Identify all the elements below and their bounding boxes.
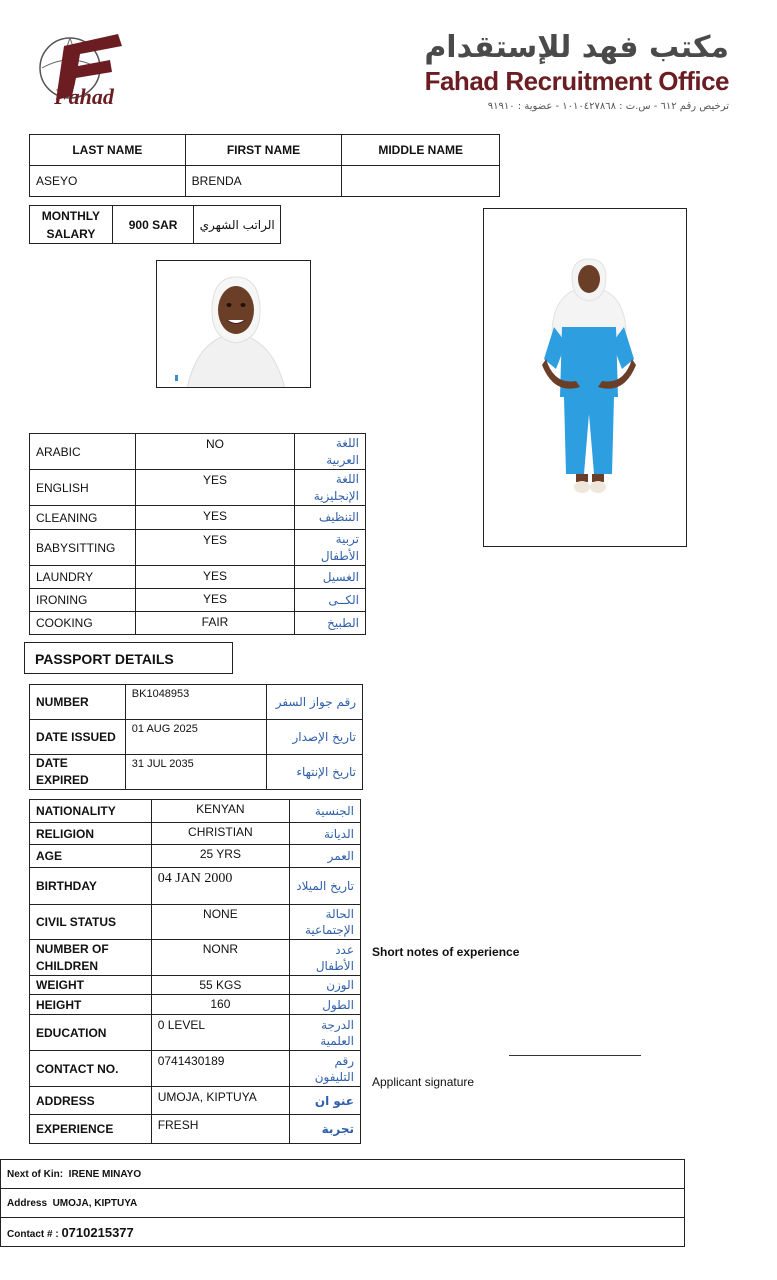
detail-row (30, 940, 361, 976)
skill-row (30, 566, 366, 589)
detail-value: FRESH (151, 1115, 289, 1144)
detail-value: NONR (151, 940, 289, 976)
skill-label-arabic: اللغة الإنجليزية (295, 470, 366, 506)
office-name-english: Fahad Recruitment Office (424, 66, 729, 96)
detail-label: RELIGION (30, 823, 152, 845)
skill-value: YES (135, 470, 294, 506)
passport-label: NUMBER (30, 685, 126, 720)
office-name-arabic: مكتب فهد للإستقدام (424, 30, 729, 65)
kin-name-value: IRENE MINAYO (68, 1168, 142, 1180)
skill-label: ENGLISH (30, 470, 136, 506)
detail-label-arabic: الديانة (290, 823, 361, 845)
detail-label-arabic: عنو ان (290, 1087, 361, 1115)
kin-contact-value: 0710215377 (61, 1224, 134, 1240)
signature-label: Applicant signature (372, 1075, 475, 1089)
passport-row (30, 755, 363, 790)
detail-label-arabic: الطول (290, 995, 361, 1015)
skill-value: YES (135, 566, 294, 589)
detail-row (30, 845, 361, 868)
skill-row (30, 470, 366, 506)
skill-value: FAIR (135, 612, 294, 635)
passport-value: 01 AUG 2025 (125, 720, 267, 755)
detail-value: 55 KGS (151, 976, 289, 995)
detail-label-arabic: تاريخ الميلاد (290, 868, 361, 905)
passport-row (30, 720, 363, 755)
detail-label-arabic: الدرجة العلمية (290, 1015, 361, 1051)
detail-label-arabic: الحالة الإجتماعية (290, 905, 361, 940)
passport-label: DATE ISSUED (30, 720, 126, 755)
detail-label-arabic: عدد الأطفال (290, 940, 361, 976)
passport-label: DATE EXPIRED (30, 755, 126, 790)
skill-row (30, 589, 366, 612)
signature-line[interactable] (509, 1055, 641, 1056)
detail-label: HEIGHT (30, 995, 152, 1015)
names-table (29, 134, 500, 197)
skill-label-arabic: تربية الأطفال (295, 530, 366, 566)
skill-row (30, 434, 366, 470)
kin-address-cell (1, 1189, 685, 1218)
skills-table (29, 433, 366, 635)
passport-heading: PASSPORT DETAILS (24, 642, 233, 674)
skill-label: LAUNDRY (30, 566, 136, 589)
detail-label-arabic: العمر (290, 845, 361, 868)
applicant-full-body-photo (483, 208, 687, 547)
first-name-header: FIRST NAME (185, 135, 342, 166)
detail-value: 25 YRS (151, 845, 289, 868)
salary-value: 900 SAR (112, 206, 194, 244)
detail-value: 0 LEVEL (151, 1015, 289, 1051)
detail-row (30, 1015, 361, 1051)
detail-value: UMOJA, KIPTUYA (151, 1087, 289, 1115)
full-body-illustration (484, 209, 688, 548)
skill-row (30, 612, 366, 635)
detail-value: 160 (151, 995, 289, 1015)
logo-text: Fahad (54, 84, 114, 109)
skill-label-arabic: التنظيف (295, 506, 366, 530)
kin-address-label: Address (7, 1197, 48, 1209)
detail-label: AGE (30, 845, 152, 868)
salary-label: MONTHLY SALARY (30, 206, 113, 244)
kin-name-cell (1, 1160, 685, 1189)
skill-label: ARABIC (30, 434, 136, 470)
detail-label: EXPERIENCE (30, 1115, 152, 1144)
detail-row (30, 1051, 361, 1087)
skill-label: BABYSITTING (30, 530, 136, 566)
detail-label-arabic: تجربة (290, 1115, 361, 1144)
skill-label-arabic: الكــى (295, 589, 366, 612)
skill-label: COOKING (30, 612, 136, 635)
detail-row (30, 868, 361, 905)
passport-label-arabic: تاريخ الإصدار (267, 720, 363, 755)
detail-row (30, 976, 361, 995)
skill-label: CLEANING (30, 506, 136, 530)
next-of-kin-table (0, 1159, 685, 1247)
passport-label-arabic: رقم جواز السفر (267, 685, 363, 720)
applicant-portrait-photo (156, 260, 311, 388)
detail-label-arabic: الوزن (290, 976, 361, 995)
kin-contact-cell (1, 1218, 685, 1247)
personal-details-table (29, 799, 361, 1144)
detail-label: WEIGHT (30, 976, 152, 995)
passport-value: 31 JUL 2035 (125, 755, 267, 790)
detail-row (30, 1115, 361, 1144)
skill-label-arabic: اللغة العربية (295, 434, 366, 470)
detail-label: ADDRESS (30, 1087, 152, 1115)
detail-value: KENYAN (151, 800, 289, 823)
detail-label: CONTACT NO. (30, 1051, 152, 1087)
passport-value: BK1048953 (125, 685, 267, 720)
experience-notes-label: Short notes of experience (372, 945, 520, 959)
passport-label-arabic: تاريخ الإنتهاء (267, 755, 363, 790)
kin-contact-label: Contact # : (7, 1228, 59, 1240)
detail-value: 0741430189 (151, 1051, 289, 1087)
portrait-illustration (157, 261, 311, 388)
salary-label-arabic: الراتب الشهري (194, 206, 281, 244)
kin-name-label: Next of Kin: (7, 1168, 64, 1180)
salary-table (29, 205, 281, 244)
last-name-header: LAST NAME (30, 135, 186, 166)
detail-row (30, 1087, 361, 1115)
detail-value: CHRISTIAN (151, 823, 289, 845)
skill-label-arabic: الطبيخ (295, 612, 366, 635)
detail-row (30, 823, 361, 845)
skill-value: YES (135, 589, 294, 612)
detail-label: NUMBER OF CHILDREN (30, 940, 152, 976)
skill-label-arabic: الغسيل (295, 566, 366, 589)
skill-value: YES (135, 506, 294, 530)
first-name-value: BRENDA (185, 166, 342, 197)
middle-name-value (342, 166, 500, 197)
detail-label: EDUCATION (30, 1015, 152, 1051)
skill-label: IRONING (30, 589, 136, 612)
detail-label-arabic: الجنسية (290, 800, 361, 823)
detail-value: 04 JAN 2000 (151, 868, 289, 905)
detail-row (30, 905, 361, 940)
kin-address-value: UMOJA, KIPTUYA (52, 1197, 138, 1209)
detail-label: NATIONALITY (30, 800, 152, 823)
detail-value: NONE (151, 905, 289, 940)
passport-row (30, 685, 363, 720)
passport-table (29, 684, 363, 790)
skill-value: YES (135, 530, 294, 566)
company-logo (36, 30, 136, 112)
detail-row (30, 800, 361, 823)
license-line: ترخيص رقم ٦١٢ - س.ت : ١٠١٠٤٢٧٨٦٨ - عضوية : ٩١٩١٠ (487, 101, 729, 112)
skill-value: NO (135, 434, 294, 470)
detail-label: CIVIL STATUS (30, 905, 152, 940)
last-name-value: ASEYO (30, 166, 186, 197)
skill-row (30, 530, 366, 566)
skill-row (30, 506, 366, 530)
detail-label-arabic: رقم التليفون (290, 1051, 361, 1087)
detail-row (30, 995, 361, 1015)
middle-name-header: MIDDLE NAME (342, 135, 500, 166)
detail-label: BIRTHDAY (30, 868, 152, 905)
